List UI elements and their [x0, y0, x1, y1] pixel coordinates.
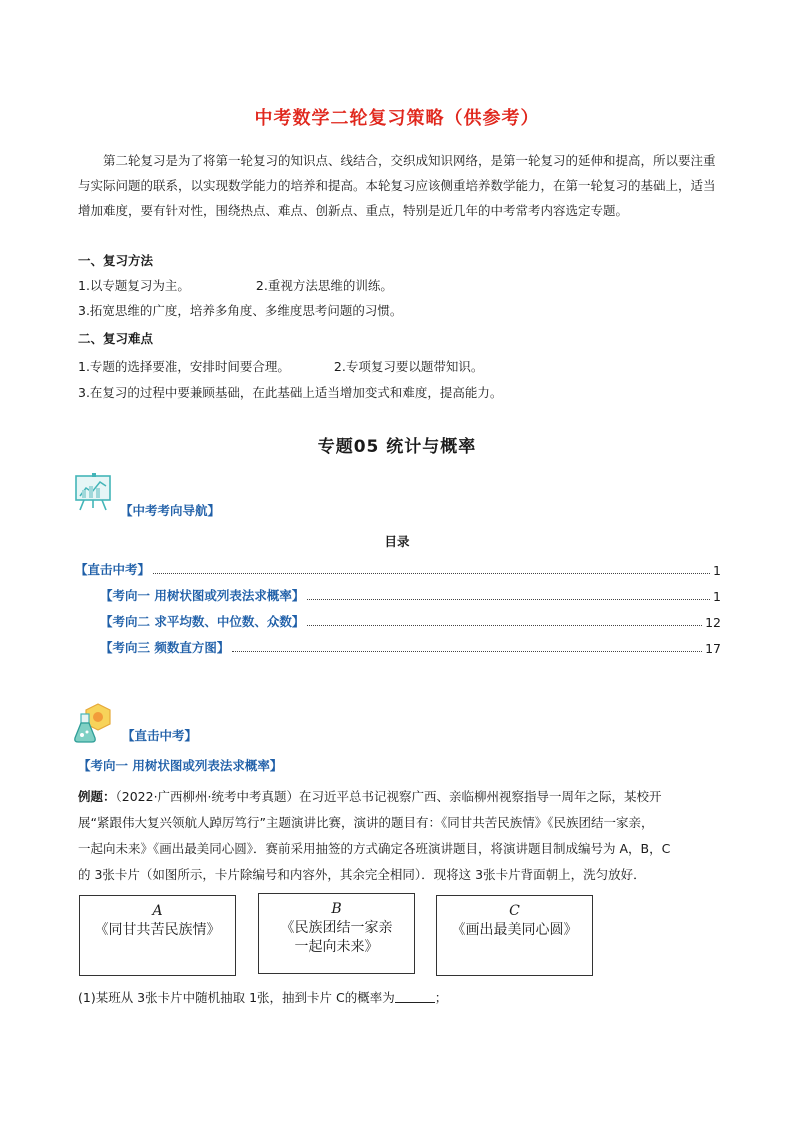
toc-row-label: 【直击中考】: [75, 562, 151, 577]
card-text-line2: 一起向未来》: [294, 939, 379, 955]
card-letter: B: [331, 901, 342, 917]
answer-blank[interactable]: [395, 990, 435, 1003]
card-b: [258, 893, 415, 974]
toc-row[interactable]: [75, 638, 721, 656]
toc-row[interactable]: [75, 612, 721, 630]
section1-line1: [78, 273, 718, 298]
card-c: [436, 895, 593, 976]
main-title: 中考数学二轮复习策略（供参考）: [254, 108, 540, 129]
toc-leader: [307, 599, 710, 600]
toc-leader: [307, 625, 702, 626]
toc-row[interactable]: [75, 560, 721, 578]
section1-heading: 一、复习方法: [78, 253, 154, 268]
section2-heading: 二、复习难点: [78, 331, 154, 346]
toc-list: [75, 560, 721, 656]
card-a: [79, 895, 236, 976]
toc-row-page: 12: [705, 615, 721, 630]
card-letter: C: [509, 903, 520, 919]
intro-paragraph: 第二轮复习是为了将第一轮复习的知识点、线结合，交织成知识网络，是第一轮复习的延伸和提高，所以要注重与实际问题的联系，以实现数学能力的培养和提高。本轮复习应该侧重培养数学能力，在第一轮复习的基础上，适当增加难度，要有针对性，围绕热点、难点、创新点、重点，特别是近几年的中考常考内容选定专题。: [78, 153, 716, 218]
question1: [78, 985, 718, 1010]
direct-exam-label: 【直击中考】: [122, 728, 198, 743]
topic-title: 专题05 统计与概率: [317, 437, 477, 457]
section2-line1: [78, 354, 718, 379]
question1-end: ；: [434, 990, 448, 1005]
toc-row[interactable]: [75, 586, 721, 604]
example-label: 例题：: [78, 789, 116, 804]
presentation-board-icon: [72, 472, 116, 512]
toc-leader: [232, 651, 702, 652]
section1-item2: 2.重视方法思维的训练。: [255, 278, 393, 293]
nav-label: 【中考考向导航】: [120, 503, 221, 518]
toc-row-page: 1: [713, 563, 721, 578]
section2-item2: 2.专项复习要以题带知识。: [333, 359, 484, 374]
toc-row-label: 【考向三 频数直方图】: [100, 640, 230, 655]
example-line2: 展“紧跟伟大复兴领航人踔厉笃行”主题演讲比赛，演讲的题目有：《同甘共苦民族情》《民族团结一家亲，: [78, 815, 654, 830]
direction1-heading: 【考向一 用树状图或列表法求概率】: [78, 758, 283, 773]
toc-row-page: 1: [713, 589, 721, 604]
toc-leader: [153, 573, 710, 574]
card-text: 《民族团结一家亲: [280, 920, 393, 936]
toc-row-label: 【考向二 求平均数、中位数、众数】: [100, 614, 305, 629]
card-letter: A: [152, 903, 163, 919]
example-line3: 一起向未来》《画出最美同心圆》．赛前采用抽签的方式确定各班演讲题目，将演讲题目制成编号为 A，B，C: [78, 841, 671, 856]
card-text: 《画出最美同心圆》: [451, 922, 578, 938]
section1-item1: 1.以专题复习为主。: [78, 278, 190, 293]
section2-item1: 1.专题的选择要准，安排时间要合理。: [78, 359, 290, 374]
card-text: 《同甘共苦民族情》: [94, 922, 221, 938]
section2-item3: 3.在复习的过程中要兼顾基础，在此基础上适当增加变式和难度，提高能力。: [78, 385, 503, 400]
example-line4: 的 3张卡片（如图所示，卡片除编号和内容外，其余完全相同）．现将这 3张卡片背面朝上，洗匀放好．: [78, 867, 646, 882]
example-line1: [78, 784, 718, 809]
toc-row-page: 17: [705, 641, 721, 656]
chemistry-flask-icon: [72, 700, 116, 744]
question1-text: (1)某班从 3张卡片中随机抽取 1张，抽到卡片 C的概率为: [78, 990, 395, 1005]
toc-row-label: 【考向一 用树状图或列表法求概率】: [100, 588, 305, 603]
toc-title: 目录: [384, 534, 410, 549]
example-text1: （2022·广西柳州·统考中考真题）在习近平总书记视察广西、亲临柳州视察指导一周年之际，某校开: [115, 789, 662, 804]
section1-item3: 3.拓宽思维的广度，培养多角度、多维度思考问题的习惯。: [78, 303, 403, 318]
